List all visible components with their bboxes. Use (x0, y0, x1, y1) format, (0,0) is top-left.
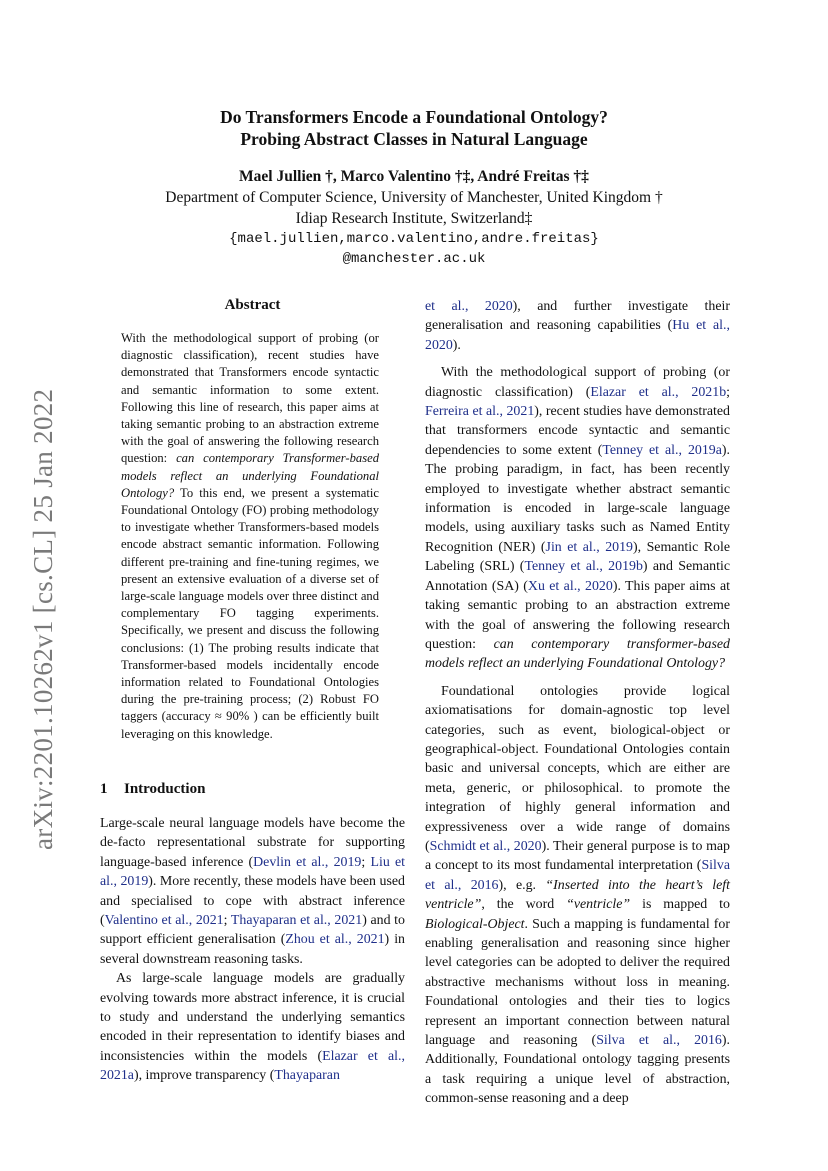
citation-link[interactable]: Xu et al., 2020 (527, 578, 613, 594)
citation-link[interactable]: Hu et al., 2020 (425, 318, 730, 353)
section-heading-introduction (100, 781, 205, 798)
abstract-research-question: can contemporary Transformer-based models reflect an underlying Foundational Ontology? (121, 451, 379, 500)
affiliation-idiap: Idiap Research Institute, Switzerland‡ (295, 210, 533, 227)
citation-link[interactable]: Jin et al., 2019 (545, 539, 633, 555)
citation-link[interactable]: Tenney et al., 2019b (524, 559, 643, 575)
section-number: 1 (100, 781, 108, 797)
introduction-left-column (100, 814, 405, 1086)
research-question: can contemporary transformer-based models reflect an underlying Foundational Ontology? (425, 636, 731, 672)
citation-link[interactable]: Elazar et al., 2021b (590, 384, 727, 400)
example-quote: “Inserted into the heart’s left ventricle” (425, 877, 730, 913)
right-paragraph-foundational-ontologies: Foundational ontologies provide logical axiomatisations for domain-agnostic top level categories, such as event, biological-object or geographical-object. Foundational Ontologies contain basic and universal concepts, which are either are meta, generic, or philosophical. to promote the integration of highly general information and expressiveness over a wide range of domains (Schmidt et al., 2020). Their general purpose is to map a concept to its most fundamental interpretation (Silva et al., 2016), e.g. “Inserted into the heart’s left ventricle”, the word “ventricle” is mapped to Biological-Object. Such a mapping is fundamental for enabling generalisation and reasoning since higher level categories can be adopted to deliver the required abstractive mechanisms without loss in meaning. Foundational ontologies and their ties to logics represent an important connection between natural language and reasoning (Silva et al., 2016). Additionally, Foundational ontology tagging presents a task requiring a unique level of abstraction, common-sense reasoning and a deep (425, 683, 730, 1107)
author-block (0, 166, 828, 269)
abstract-body (121, 330, 379, 743)
citation-link[interactable]: Thayaparan et al., 2021 (230, 913, 363, 929)
citation-link[interactable]: Liu et al., 2019 (100, 854, 406, 890)
right-paragraph-probing: With the methodological support of probing (or diagnostic classification) (Elazar et al., 2021b; Ferreira et al., 2021), recent studies have demonstrated that transformers encode syntactic and semantic dependencies to some extent (Tenney et al., 2019a). The probing paradigm, in fact, has been recently employed to investigate whether abstract semantic information is encoded in large-scale language models, using auxiliary tasks such as Named Entity Recognition (NER) (Jin et al., 2019), Semantic Role Labeling (SRL) (Tenney et al., 2019b) and Semantic Annotation (SA) (Xu et al., 2020). This paper aims at taking semantic probing to an abstraction extreme with the goal of answering the following research question: can contemporary transformer-based models reflect an underlying Foundational Ontology? (425, 365, 731, 672)
example-category: Biological-Object (425, 916, 525, 932)
abstract-text-2: To this end, we present a systematic Foundational Ontology (FO) probing methodology to investigate whether Transformers-based models encode abstract semantic information. Following different pre-training and fine-tuning regimes, we present an extensive evaluation of a diverse set of large-scale language models over three distinct and complementary FO tagging experiments. Specifically, we present and discuss the following conclusions: (1) The probing results indicate that Transformer-based models incidentally encode information related to Foundational Ontologies during the pre-training process; (2) Robust FO taggers (accuracy ≈ 90% ) can be efficiently built leveraging on this knowledge. (121, 485, 379, 741)
intro-paragraph-2: As large-scale language models are gradually evolving towards more abstract inference, it is crucial to study and understand the underlying semantics encoded in their representation to identify biases and inconsistencies within the models (Elazar et al., 2021a), improve transparency (Thayaparan (100, 971, 405, 1084)
citation-link[interactable]: Zhou et al., 2021 (285, 932, 385, 948)
email-domain: @manchester.ac.uk (342, 251, 486, 267)
section-title: Introduction (124, 781, 206, 797)
abstract-heading: Abstract (224, 297, 281, 313)
arxiv-identifier: arXiv:2201.10262v1 [cs.CL] 25 Jan 2022 (28, 388, 58, 850)
title-line-2: Probing Abstract Classes in Natural Language (240, 129, 588, 149)
citation-link[interactable]: Silva et al., 2016 (596, 1033, 722, 1049)
citation-link[interactable]: Elazar et al., 2021a (100, 1048, 405, 1084)
citation-link[interactable]: Devlin et al., 2019 (253, 854, 362, 870)
right-paragraph-continued: et al., 2020), and further investigate their generalisation and reasoning capabilities (Hu et al., 2020). (425, 299, 730, 353)
citation-link[interactable]: Ferreira et al., 2021 (425, 404, 535, 420)
author-names: Mael Jullien †, Marco Valentino †‡, André Freitas †‡ (239, 168, 589, 185)
title-line-1: Do Transformers Encode a Foundational Ontology? (220, 107, 608, 127)
citation-link[interactable]: Silva et al., 2016 (425, 858, 730, 893)
citation-link[interactable]: Tenney et al., 2019a (602, 442, 722, 458)
paper-title (0, 106, 828, 150)
citation-link[interactable]: Thayaparan (274, 1068, 340, 1084)
abstract-text-1: With the methodological support of probing (or diagnostic classification), recent studies have demonstrated that Transformers encode syntactic and semantic information to some extent. Following this line of research, this paper aims at taking semantic probing to an abstraction extreme with the goal of answering the following research question: (121, 331, 379, 466)
intro-paragraph-1: Large-scale neural language models have become the de-facto representational substrate for supporting language-based inference (Devlin et al., 2019; Liu et al., 2019). More recently, these models have been used and specialised to cope with abstract inference (Valentino et al., 2021; Thayaparan et al., 2021) and to support efficient generalisation (Zhou et al., 2021) in several downstream reasoning tasks. (100, 816, 406, 967)
affiliation-manchester: Department of Computer Science, University of Manchester, United Kingdom † (165, 189, 663, 206)
introduction-right-column (425, 297, 730, 1109)
citation-link[interactable]: et al., 2020 (425, 299, 513, 314)
citation-link[interactable]: Schmidt et al., 2020 (429, 838, 542, 854)
citation-link[interactable]: Valentino et al., 2021 (104, 913, 224, 929)
example-word: “ventricle” (566, 897, 631, 913)
author-emails: {mael.jullien,marco.valentino,andre.freitas} (229, 231, 599, 247)
